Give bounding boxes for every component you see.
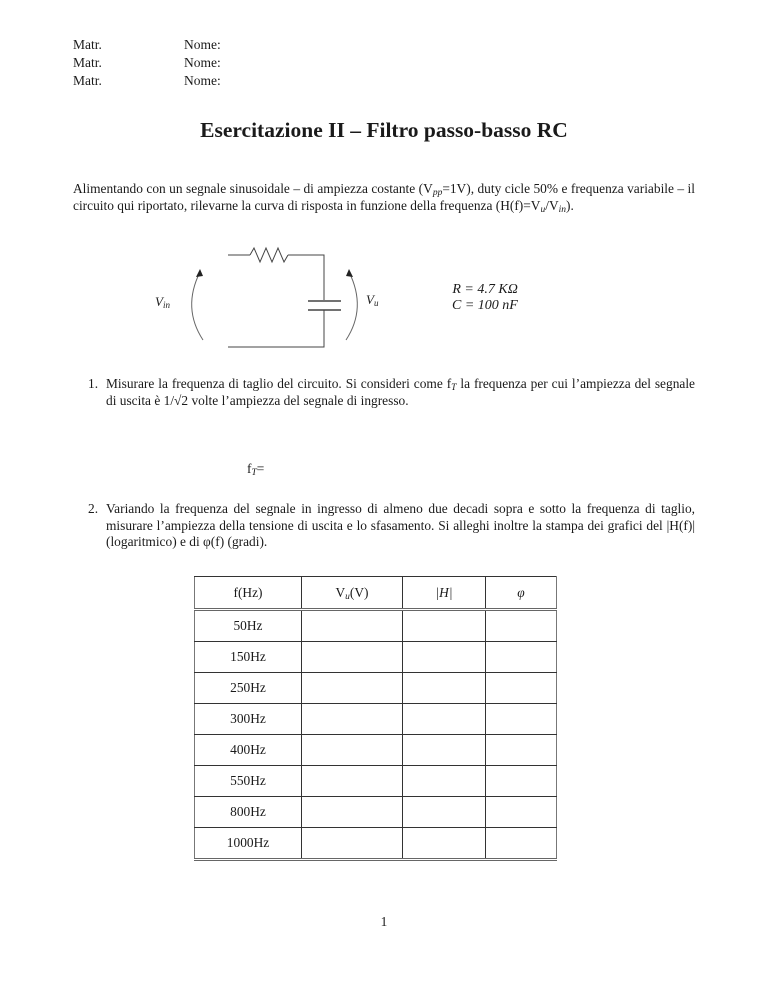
nome-label: Nome: [184,55,221,70]
subscript: in [558,204,567,215]
cell-output-voltage[interactable] [302,704,403,735]
subscript: pp [432,188,443,198]
cell-frequency: 550Hz [195,766,302,797]
capacitor-icon [308,301,341,310]
ft-label: f [247,461,252,476]
page-number: 1 [380,914,388,929]
header-vu-unit: (V) [349,584,369,600]
item-number: 2. [88,501,99,516]
table-row [195,797,557,828]
matr-label: Matr. [73,37,102,52]
cell-phase[interactable] [486,797,557,828]
intro-paragraph [73,181,695,214]
cell-phase[interactable] [486,828,557,860]
nome-label: Nome: [184,73,221,88]
measurement-table [194,576,557,861]
cutoff-frequency-field[interactable] [247,461,264,477]
page-title: Esercitazione II – Filtro passo-basso RC [200,118,568,142]
svg-text:Vu [366,292,379,308]
capacitance-value: C = 100 nF [452,298,518,313]
intro-text: =1V), duty cicle 50% e frequenza variabile – il circuito qui riportato, rilevarne la curva di risposta in funzione della frequenza (H(f)=V [73,181,695,213]
cell-gain[interactable] [403,766,486,797]
cell-gain[interactable] [403,735,486,766]
component-values [452,282,518,314]
subscript: T [251,468,257,478]
cell-phase[interactable] [486,673,557,704]
vin-label: V [155,294,163,309]
vu-label: V [366,292,374,307]
table-row [195,610,557,642]
cell-output-voltage[interactable] [302,797,403,828]
item-text [106,376,695,409]
header-output-voltage [302,577,403,610]
wire-right-bottom [228,310,324,347]
nome-label: Nome: [184,37,221,52]
table-row [195,766,557,797]
intro-text: ). [566,197,574,213]
header-vu-label: V [335,584,346,600]
matr-label: Matr. [73,73,102,88]
cell-frequency: 400Hz [195,735,302,766]
vu-arrow-arc [346,272,357,340]
item-number: 1. [88,376,99,391]
cell-gain[interactable] [403,828,486,860]
header-phase: φ [486,577,557,610]
cell-phase[interactable] [486,642,557,673]
cell-phase[interactable] [486,766,557,797]
cell-frequency: 50Hz [195,610,302,642]
cell-output-voltage[interactable] [302,735,403,766]
rc-circuit-diagram [140,240,400,365]
item-text: Variando la frequenza del segnale in ingresso di almeno due decadi sopra e sotto la frequenza di taglio, misurare l’ampiezza della tensione di uscita e lo sfasamento. Si alleghi inoltre la stampa dei grafici del |H(f)| (logaritmico) e di φ(f) (gradi). [106,501,695,550]
vu-arrowhead-icon [346,269,353,277]
cell-gain[interactable] [403,797,486,828]
table-header-row [195,577,557,610]
intro-text: /V [545,197,559,213]
cell-phase[interactable] [486,610,557,642]
table-row [195,673,557,704]
wire-top-right [288,255,324,300]
table-row [195,642,557,673]
item-text-part: Misurare la frequenza di taglio del circuito. Si consideri come f [106,376,452,391]
vin-arrow-arc [192,272,203,340]
resistor-icon [250,248,288,262]
cell-gain[interactable] [403,673,486,704]
cell-phase[interactable] [486,704,557,735]
cell-output-voltage[interactable] [302,610,403,642]
vu-subscript: u [373,298,379,308]
table-row [195,735,557,766]
header-frequency: f(Hz) [195,577,302,610]
cell-output-voltage[interactable] [302,642,403,673]
subscript: u [540,204,546,215]
matr-label: Matr. [73,55,102,70]
cell-output-voltage[interactable] [302,828,403,860]
cell-output-voltage[interactable] [302,673,403,704]
resistance-value: R = 4.7 KΩ [452,282,518,297]
cell-frequency: 150Hz [195,642,302,673]
header-gain: |H| [403,577,486,610]
cell-frequency: 250Hz [195,673,302,704]
svg-text:Vin [155,294,170,310]
table-row [195,704,557,735]
cell-frequency: 800Hz [195,797,302,828]
subscript: u [345,591,350,602]
cell-gain[interactable] [403,704,486,735]
cell-frequency: 300Hz [195,704,302,735]
cell-gain[interactable] [403,610,486,642]
subscript: T [451,383,457,393]
cell-output-voltage[interactable] [302,766,403,797]
cell-phase[interactable] [486,735,557,766]
cell-frequency: 1000Hz [195,828,302,860]
table-row [195,828,557,860]
cell-gain[interactable] [403,642,486,673]
vin-arrowhead-icon [196,269,203,277]
item-text-part: la frequenza per cui l’ampiezza del segnale di uscita è 1/√2 volte l’ampiezza del segnale di ingresso. [106,376,695,408]
intro-text: Alimentando con un segnale sinusoidale – di ampiezza costante (V [73,181,433,196]
ft-equals: = [256,461,265,476]
vin-subscript: in [162,300,170,310]
